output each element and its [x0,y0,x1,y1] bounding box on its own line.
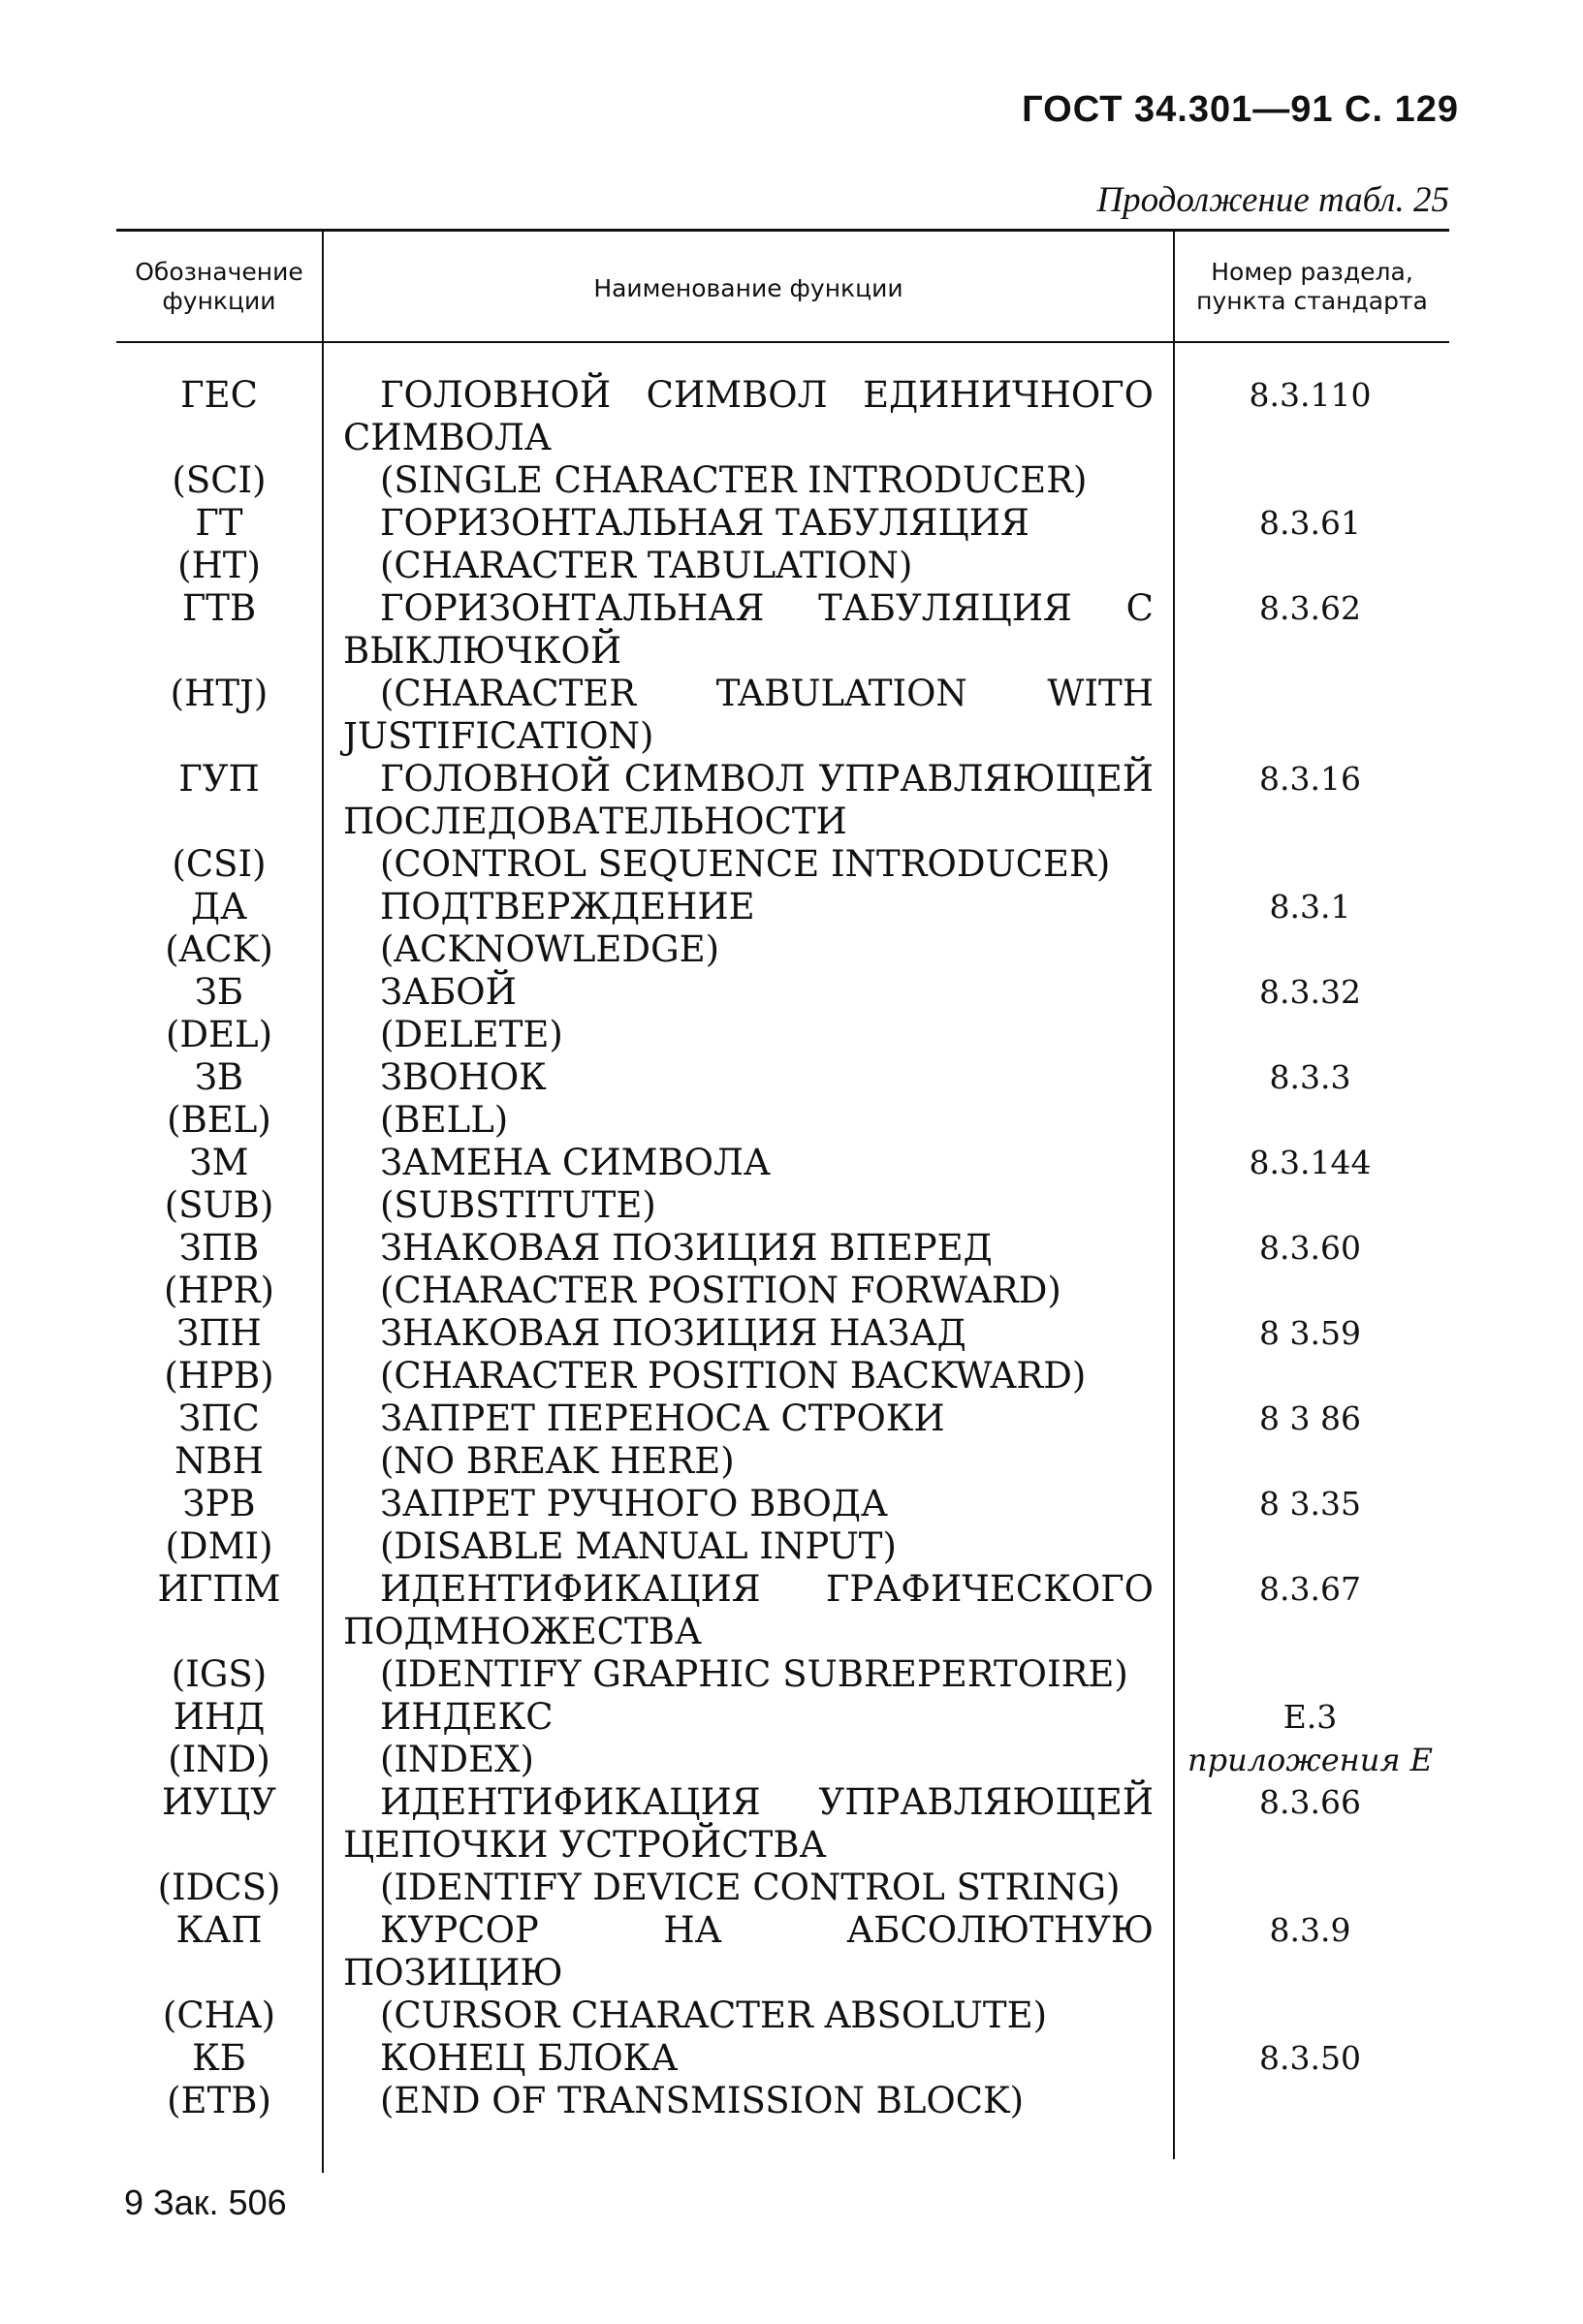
function-name [343,545,1171,587]
table-row [0,928,1583,971]
function-name [343,1099,1171,1142]
function-name-text: (CURSOR CHARACTER ABSOLUTE) [380,1994,1048,2036]
function-code: (ETB) [167,2080,271,2121]
table-row [0,1355,1583,1398]
section-number-cell [1173,1909,1447,1952]
function-name-text: (CHARACTER TABULATION) [380,545,913,586]
table-row [0,971,1583,1014]
function-name [343,1014,1171,1056]
function-name [343,1270,1171,1312]
table-row [0,1483,1583,1525]
table-body [0,374,1583,2122]
function-name [343,1142,1171,1184]
table-row [0,1440,1583,1483]
section-number-cell [1173,2037,1447,2080]
function-code: (BEL) [167,1099,271,1141]
function-code: ЗПН [176,1312,262,1354]
function-name [343,843,1171,886]
function-code: ГТВ [181,587,257,629]
table-row [0,459,1583,502]
function-name [343,459,1171,502]
table-row [0,1781,1583,1867]
function-name-text: ЗАПРЕТ ПЕРЕНОСА СТРОКИ [380,1398,945,1439]
section-number: 8.3.144 [1249,1144,1372,1181]
section-number-cell [1173,1739,1447,1781]
page-footer: 9 Зак. 506 [124,2183,287,2222]
table-row [0,587,1583,673]
table-row [0,1142,1583,1184]
function-name-text: ЗНАКОВАЯ ПОЗИЦИЯ ВПЕРЕД [380,1227,993,1269]
column-header-code: Обозначение функции [135,258,303,315]
function-code: (ACK) [165,928,273,970]
function-name [343,1227,1171,1270]
function-code: ЗМ [189,1142,249,1183]
function-name-text: (BELL) [380,1099,509,1141]
function-code: ЗПС [178,1398,260,1439]
table-row [0,1909,1583,1994]
function-name [343,1909,1171,1994]
section-number: 8.3.67 [1259,1570,1361,1608]
section-number-cell [1173,1056,1447,1099]
function-code: (SCI) [172,459,267,501]
table-row [0,1099,1583,1142]
function-code: (HPB) [164,1355,274,1397]
section-number-cell [1173,758,1447,801]
section-number-cell [1173,1696,1447,1739]
function-code: (IDCS) [157,1867,281,1908]
page-header-title: ГОСТ 34.301—91 С. 129 [1022,89,1459,130]
function-name-text: ГОРИЗОНТАЛЬНАЯ ТАБУЛЯЦИЯ С ВЫКЛЮЧКОЙ [343,587,1154,672]
section-number-cell [1173,1398,1447,1440]
function-name-text: (SUBSTITUTE) [380,1184,656,1226]
function-name [343,928,1171,971]
table-row [0,758,1583,843]
section-number: 8.3.62 [1259,589,1361,627]
section-number: 8.3.60 [1259,1229,1361,1267]
table-row [0,1696,1583,1739]
function-code: (HTJ) [170,673,269,714]
function-name-text: ГОРИЗОНТАЛЬНАЯ ТАБУЛЯЦИЯ [380,502,1029,544]
function-code: (HPR) [164,1270,274,1311]
function-code: ЗПВ [178,1227,260,1269]
function-name-text: ЗАПРЕТ РУЧНОГО ВВОДА [380,1483,888,1524]
function-name-text: (CONTROL SEQUENCE INTRODUCER) [380,843,1111,885]
function-code: (CHA) [162,1994,276,2036]
function-code: (HT) [177,545,261,586]
section-number: 8.3.110 [1249,376,1372,414]
function-name-text: ЗНАКОВАЯ ПОЗИЦИЯ НАЗАД [380,1312,966,1354]
function-name [343,2080,1171,2122]
table-row [0,1056,1583,1099]
function-name [343,1184,1171,1227]
section-number: 8.3.32 [1259,973,1361,1011]
table-row [0,2080,1583,2122]
function-name-text: КУРСОР НА АБСОЛЮТНУЮ ПОЗИЦИЮ [343,1909,1154,1994]
function-code: NBH [174,1440,264,1482]
section-number: 8 3.35 [1259,1485,1361,1523]
section-number-cell [1173,1142,1447,1184]
function-name-text: (ACKNOWLEDGE) [380,928,720,970]
section-number: 8 3.59 [1259,1314,1361,1352]
section-number: 8.3.50 [1259,2039,1361,2077]
function-name [343,1440,1171,1483]
table-row [0,1398,1583,1440]
function-name-text: ГОЛОВНОЙ СИМВОЛ ЕДИНИЧНОГО СИМВОЛА [343,374,1154,458]
section-number: 8.3.9 [1269,1911,1351,1949]
function-code: ГТ [195,502,243,544]
section-number-cell [1173,886,1447,928]
function-code: (SUB) [164,1184,274,1226]
function-name [343,673,1171,758]
function-name-text: (CHARACTER POSITION FORWARD) [380,1270,1061,1311]
table-row [0,1994,1583,2037]
function-code: ЗРВ [182,1483,256,1524]
table-row [0,673,1583,758]
section-note: приложения Е [1187,1742,1434,1778]
function-name-text: ИДЕНТИФИКАЦИЯ УПРАВЛЯЮЩЕЙ ЦЕПОЧКИ УСТРОЙСТВА [343,1781,1154,1866]
function-name-text: ПОДТВЕРЖДЕНИЕ [380,886,755,927]
function-name [343,1398,1171,1440]
table-row [0,843,1583,886]
function-name [343,1355,1171,1398]
function-code: КАП [175,1909,263,1951]
function-name [343,886,1171,928]
function-code: (IND) [168,1739,270,1780]
function-code: (DMI) [165,1525,273,1567]
function-name [343,1483,1171,1525]
table-row [0,1867,1583,1909]
function-name-text: (SINGLE CHARACTER INTRODUCER) [380,459,1088,501]
table-row [0,1653,1583,1696]
section-number-cell [1173,1781,1447,1824]
table-header-rule [116,341,1449,343]
function-name [343,374,1171,459]
section-number-cell [1173,587,1447,630]
function-name-text: (IDENTIFY GRAPHIC SUBREPERTOIRE) [380,1653,1128,1695]
table-row [0,1739,1583,1781]
function-name [343,587,1171,673]
table-row [0,1312,1583,1355]
function-code: ЗВ [194,1056,244,1098]
section-number-cell [1173,1227,1447,1270]
function-code: (DEL) [165,1014,273,1055]
function-code: ДА [190,886,248,927]
section-number-cell [1173,1568,1447,1611]
function-name [343,758,1171,843]
function-code: (IGS) [171,1653,268,1695]
function-code: ИУЦУ [161,1781,276,1823]
table-row [0,1227,1583,1270]
function-code: (CSI) [172,843,267,885]
table-row [0,1568,1583,1653]
function-name-text: ГОЛОВНОЙ СИМВОЛ УПРАВЛЯЮЩЕЙ ПОСЛЕДОВАТЕЛЬНОСТИ [343,758,1154,842]
function-name [343,1653,1171,1696]
function-name [343,1781,1171,1867]
function-name-text: ИДЕНТИФИКАЦИЯ ГРАФИЧЕСКОГО ПОДМНОЖЕСТВА [343,1568,1154,1652]
function-name-text: ЗАБОЙ [380,971,517,1013]
function-code: ИНД [173,1696,266,1738]
function-code: ГЕС [180,374,258,416]
section-number-cell [1173,1483,1447,1525]
column-header-name: Наименование функции [593,274,903,302]
function-name-text: КОНЕЦ БЛОКА [380,2037,679,2079]
section-number-cell [1173,374,1447,417]
table-row [0,1184,1583,1227]
function-name-text: (END OF TRANSMISSION BLOCK) [380,2080,1025,2121]
section-number: 8.3.66 [1259,1783,1361,1821]
function-name [343,971,1171,1014]
section-number-cell [1173,971,1447,1014]
function-name-text: ЗАМЕНА СИМВОЛА [380,1142,771,1183]
column-header-section: Номер раздела, пункта стандарта [1196,258,1428,315]
function-name-text: (INDEX) [380,1739,534,1780]
function-name [343,1696,1171,1739]
function-code: КБ [192,2037,246,2079]
table-row [0,1525,1583,1568]
function-name [343,1056,1171,1099]
function-name-text: (NO BREAK HERE) [380,1440,735,1482]
table-row [0,545,1583,587]
table-row [0,2037,1583,2080]
function-code: ИГПМ [157,1568,281,1610]
section-number: 8.3.61 [1259,504,1361,542]
section-number: 8.3.1 [1269,888,1351,926]
function-name-text: (CHARACTER POSITION BACKWARD) [380,1355,1087,1397]
function-name-text: ЗВОНОК [380,1056,547,1098]
function-name-text: (IDENTIFY DEVICE CONTROL STRING) [380,1867,1121,1908]
function-code: ГУП [178,758,260,800]
function-name-text: ИНДЕКС [380,1696,554,1738]
section-number-cell [1173,1312,1447,1355]
section-number-cell [1173,502,1447,545]
table-row [0,1270,1583,1312]
function-name-text: (CHARACTER TABULATION WITH JUSTIFICATION) [343,673,1154,757]
function-name [343,1867,1171,1909]
table-row [0,374,1583,459]
table-top-rule [116,229,1449,232]
table-continuation-label: Продолжение табл. 25 [1096,180,1449,220]
table-row [0,1014,1583,1056]
function-name [343,1525,1171,1568]
section-number: Е.3 [1282,1698,1338,1736]
function-code: ЗБ [194,971,244,1013]
section-number: 8.3.16 [1259,760,1361,798]
function-name [343,502,1171,545]
table-row [0,502,1583,545]
function-name [343,1312,1171,1355]
function-name-text: (DELETE) [380,1014,563,1055]
function-name-text: (DISABLE MANUAL INPUT) [380,1525,897,1567]
function-name [343,1739,1171,1781]
section-number: 8.3.3 [1269,1058,1351,1096]
section-number: 8 3 86 [1259,1399,1361,1437]
function-name [343,1568,1171,1653]
function-name [343,2037,1171,2080]
table-row [0,886,1583,928]
function-name [343,1994,1171,2037]
